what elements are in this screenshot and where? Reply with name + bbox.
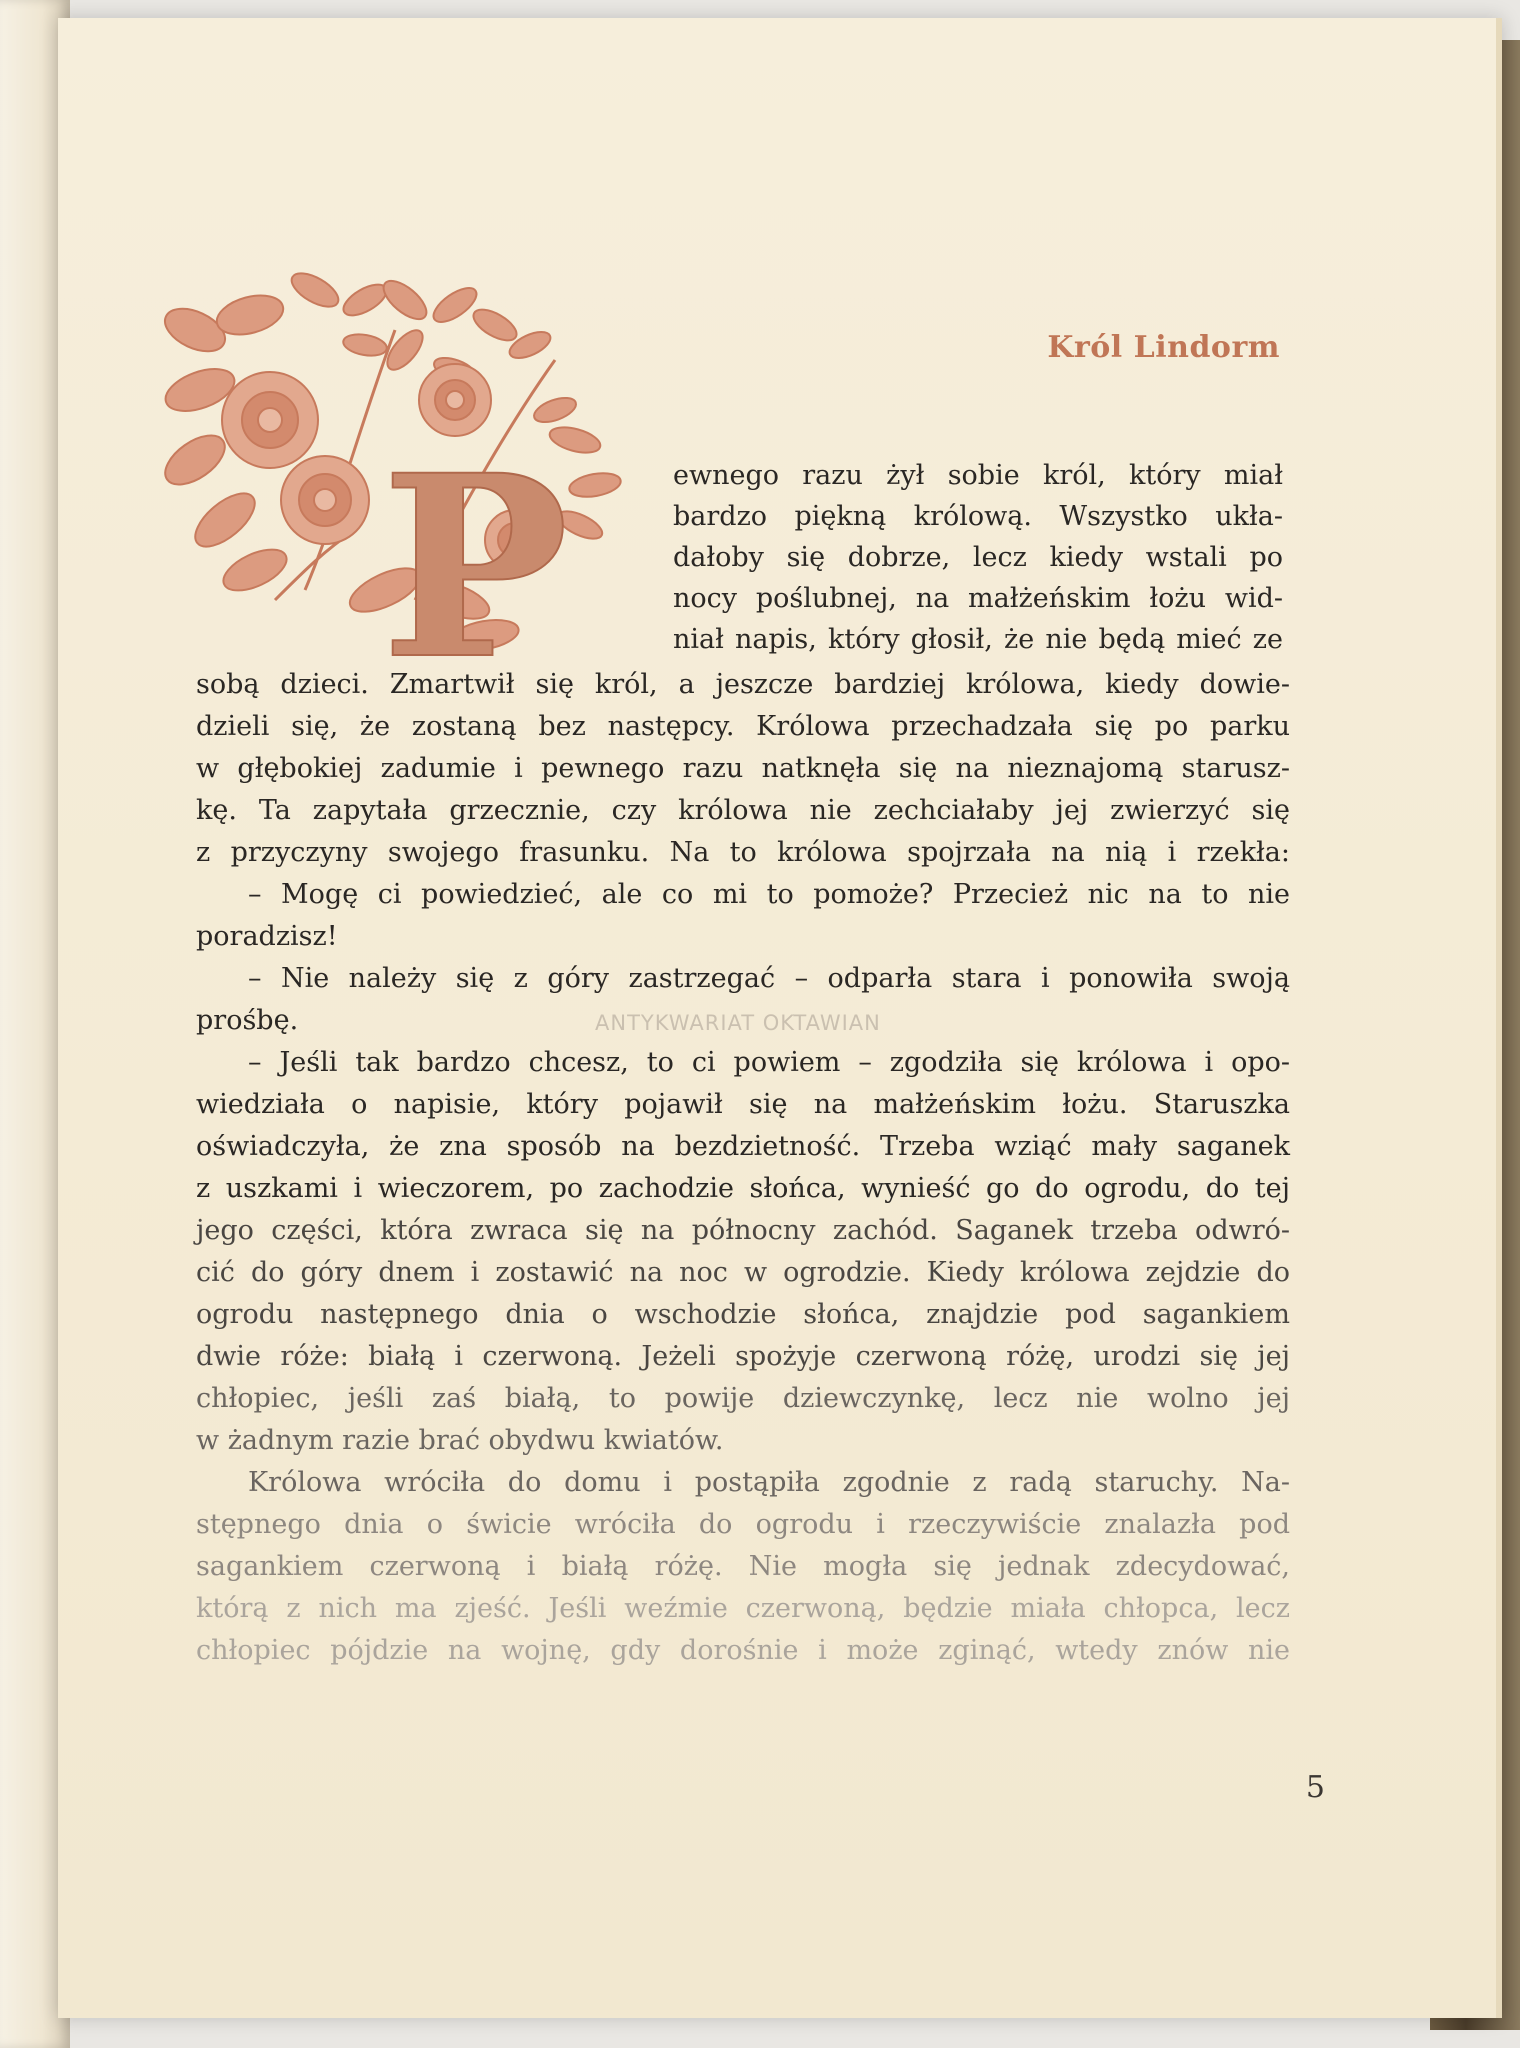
text-line: – Jeśli tak bardzo chcesz, to ci powiem – zgodziła się królowa i opo- <box>248 1047 1290 1078</box>
text-line: w żadnym razie brać obydwu kwiatów. <box>196 1425 724 1456</box>
text-line: prośbę. <box>196 1005 299 1036</box>
text-line: sobą dzieci. Zmartwił się król, a jeszcze bardziej królowa, kiedy dowie- <box>196 669 1290 700</box>
text-line: wiedziała o napisie, który pojawił się na małżeńskim łożu. Staruszka <box>196 1089 1290 1120</box>
text-line: sagankiem czerwoną i białą różę. Nie mogła się jednak zdecydować, <box>196 1551 1290 1582</box>
flower-middle <box>281 456 369 544</box>
text-line: – Mogę ci powiedzieć, ale co mi to pomoże? Przecież nic na to nie <box>248 879 1290 910</box>
fern-leaves-top <box>286 270 554 387</box>
text-line: dałoby się dobrze, lecz kiedy wstali po <box>673 542 1283 573</box>
floral-ornament <box>155 270 635 670</box>
text-line: ewnego razu żył sobie król, który miał <box>673 460 1283 491</box>
body-text <box>196 664 1290 1672</box>
watermark: ANTYKWARIAT OKTAWIAN <box>595 1011 881 1035</box>
text-line: ogrodu następnego dnia o wschodzie słońca, znajdzie pod sagankiem <box>196 1299 1290 1330</box>
text-line: bardzo piękną królową. Wszystko ukła- <box>673 501 1283 532</box>
page-number: 5 <box>1305 1770 1325 1805</box>
text-line: – Nie należy się z góry zastrzegać – odparła stara i ponowiła swoją <box>248 963 1290 994</box>
text-line: kę. Ta zapytała grzecznie, czy królowa nie zechciałaby jej zwierzyć się <box>196 795 1290 826</box>
text-line: z uszkami i wieczorem, po zachodzie słońca, wynieść go do ogrodu, do tej <box>196 1173 1290 1204</box>
text-line: dzieli się, że zostaną bez następcy. Królowa przechadzała się po parku <box>196 711 1290 742</box>
first-paragraph-lines <box>673 455 1283 660</box>
text-line: dwie róże: białą i czerwoną. Jeżeli spożyje czerwoną różę, urodzi się jej <box>196 1341 1290 1372</box>
text-line: w głębokiej zadumie i pewnego razu natknęła się na nieznajomą starusz- <box>196 753 1290 784</box>
text-line: Królowa wróciła do domu i postąpiła zgodnie z radą staruchy. Na- <box>248 1467 1290 1498</box>
text-line: oświadczyła, że zna sposób na bezdzietność. Trzeba wziąć mały saganek <box>196 1131 1290 1162</box>
text-line: z przyczyny swojego frasunku. Na to królowa spojrzała na nią i rzekła: <box>196 837 1290 868</box>
text-line: chłopiec pójdzie na wojnę, gdy dorośnie i może zginąć, wtedy znów nie <box>196 1635 1290 1666</box>
text-line: poradzisz! <box>196 921 338 952</box>
drop-cap: P <box>381 420 569 670</box>
text-line: cić do góry dnem i zostawić na noc w ogrodzie. Kiedy królowa zejdzie do <box>196 1257 1290 1288</box>
text-line: chłopiec, jeśli zaś białą, to powije dziewczynkę, lecz nie wolno jej <box>196 1383 1290 1414</box>
text-line: jego części, która zwraca się na północny zachód. Saganek trzeba odwró- <box>196 1215 1290 1246</box>
text-line: stępnego dnia o świcie wróciła do ogrodu i rzeczywiście znalazła pod <box>196 1509 1290 1540</box>
chapter-title: Król Lindorm <box>1047 330 1280 365</box>
text-line: którą z nich ma zjeść. Jeśli weźmie czerwoną, będzie miała chłopca, lecz <box>196 1593 1290 1624</box>
text-line: nocy poślubnej, na małżeńskim łożu wid- <box>673 583 1283 614</box>
text-line: niał napis, który głosił, że nie będą mieć ze <box>673 624 1283 655</box>
flower-large <box>222 372 318 468</box>
